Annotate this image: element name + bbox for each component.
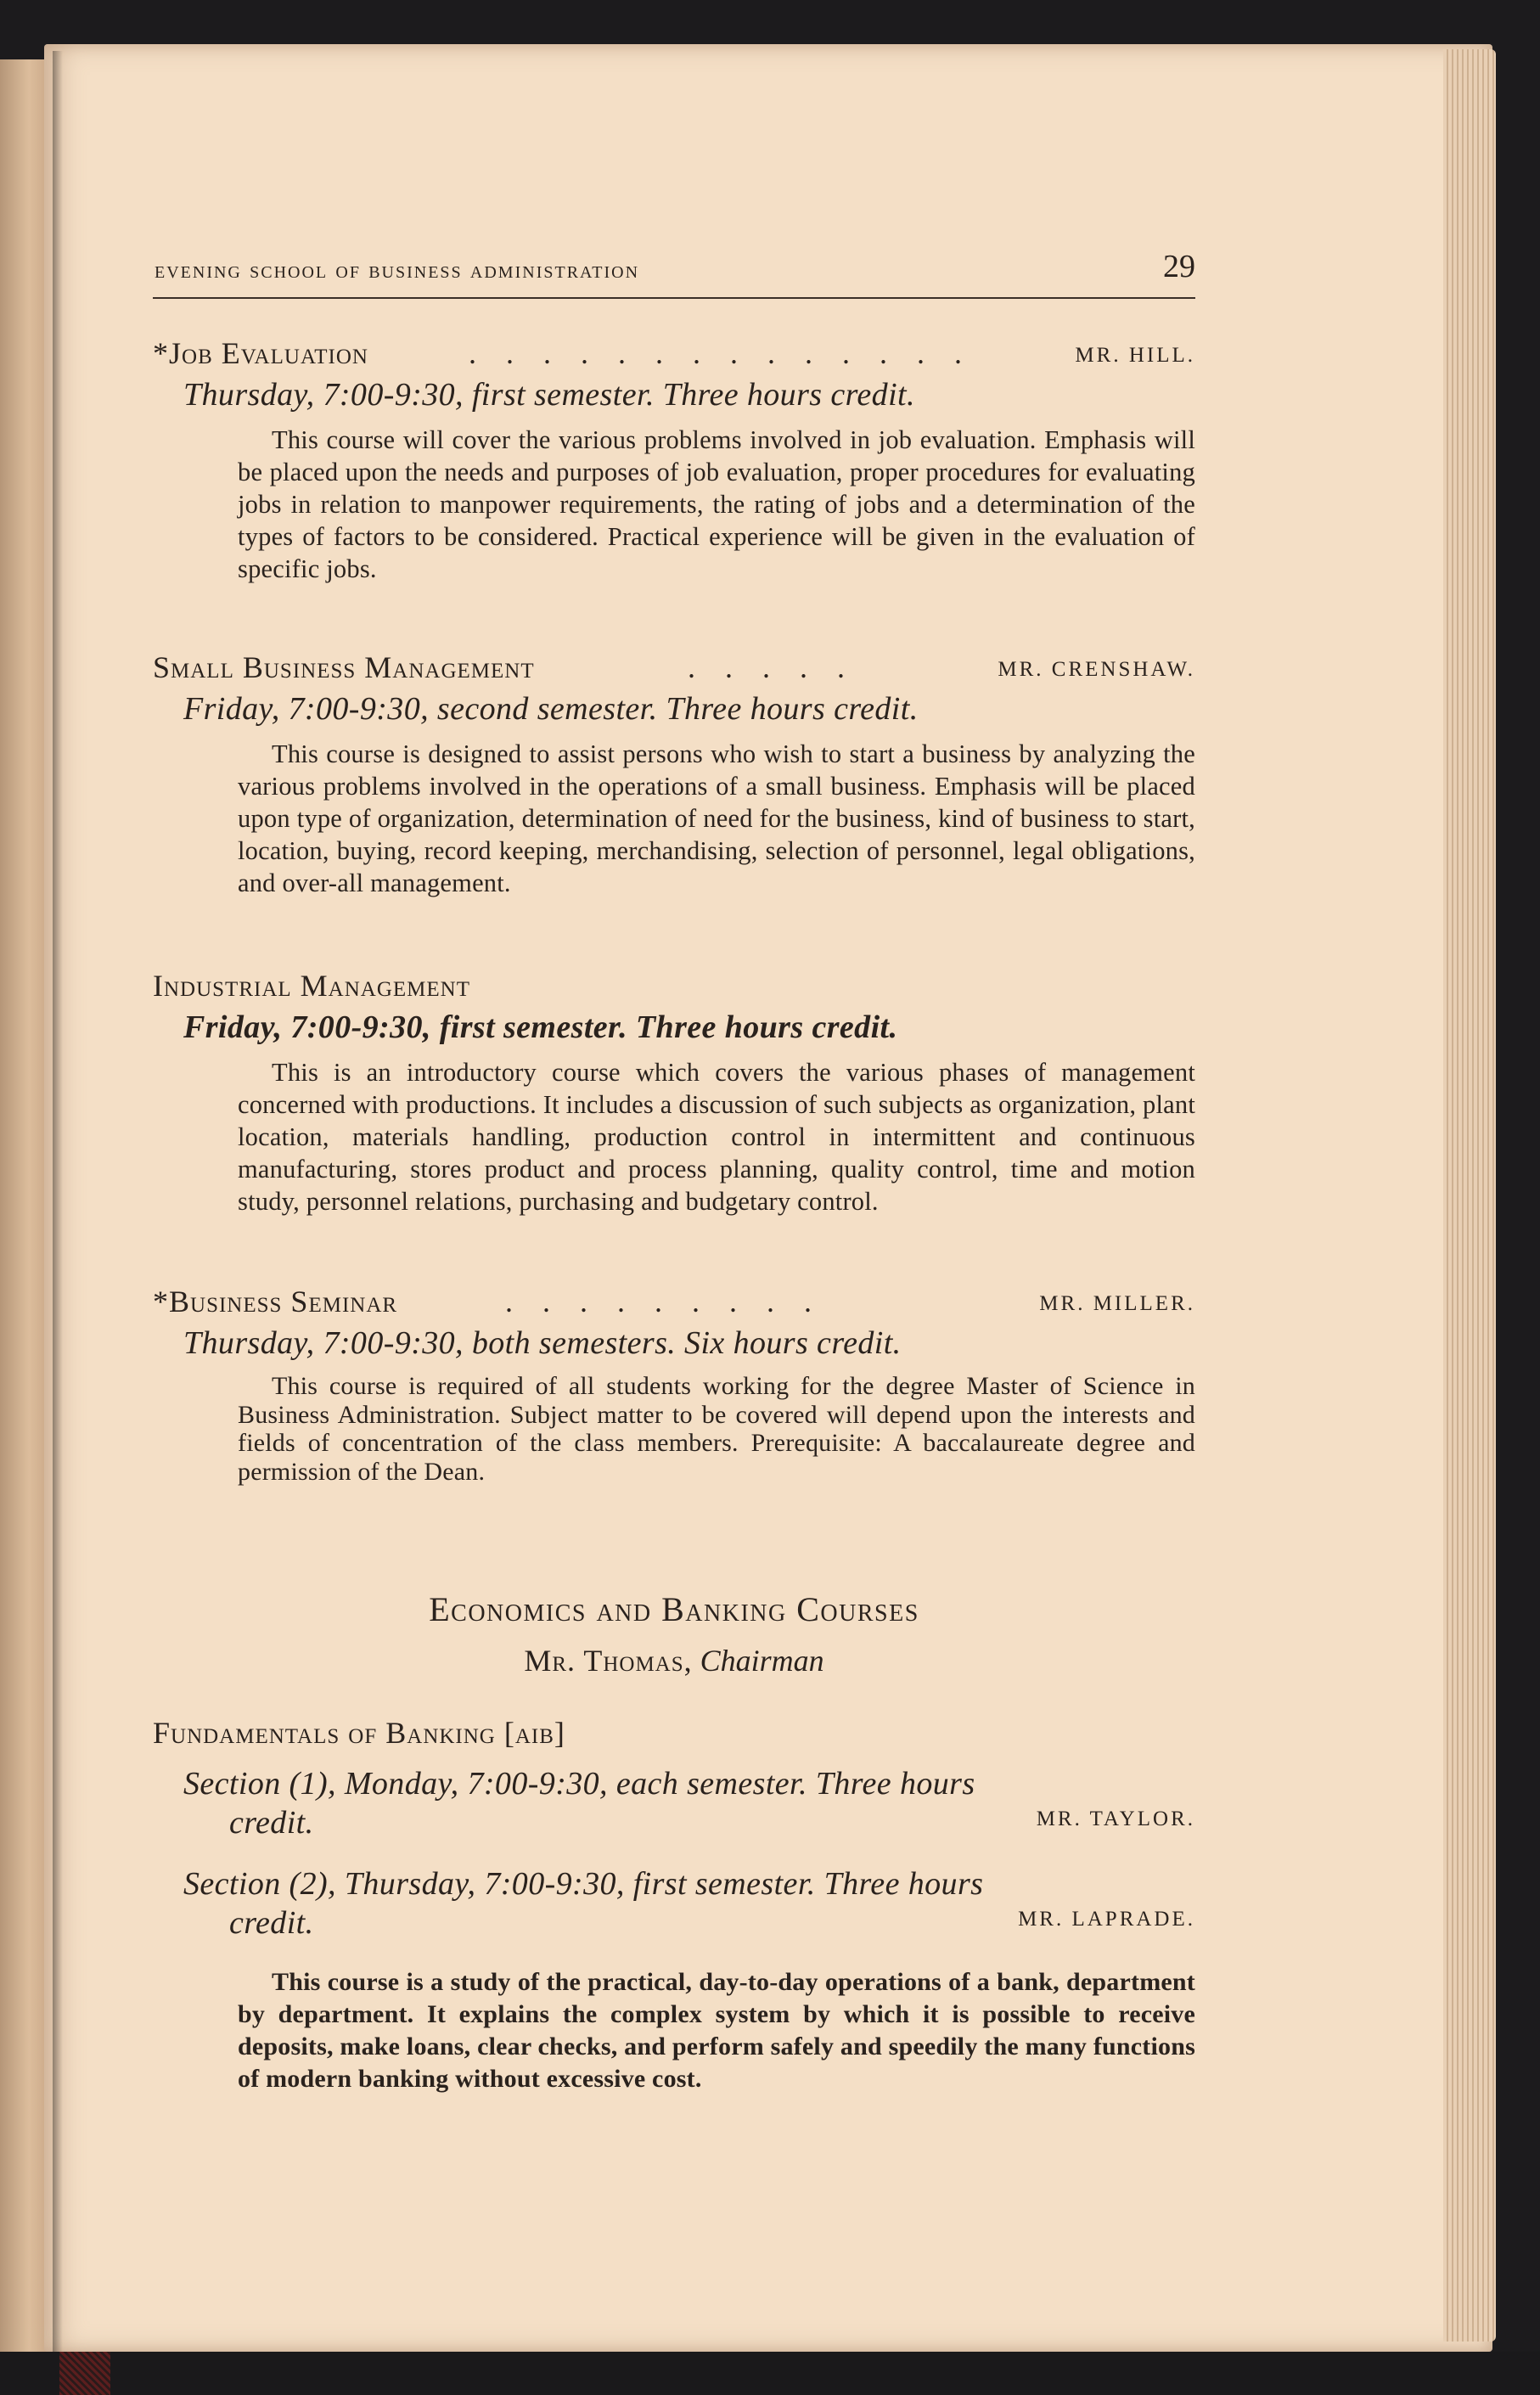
section-line: Section (1), Monday, 7:00-9:30, each semester. Three hours (183, 1766, 975, 1802)
section-line: Section (2), Thursday, 7:00-9:30, first semester. Three hours (183, 1866, 984, 1902)
course-heading (153, 1284, 1195, 1324)
bottom-strip (0, 2352, 1540, 2395)
course-description: This course is a study of the practical, day-to-day operations of a bank, department by department. It explains the complex system by which it is possible to receive deposits, make loans, clear checks, and perform safely and speedily the many functions of modern banking without excessive cost. (238, 1968, 1195, 2093)
course-fundamentals-of-banking (153, 1715, 1195, 2095)
course-title: Small Business Management (153, 650, 535, 684)
section-chairman (153, 1643, 1195, 1678)
course-heading (153, 1715, 1195, 1756)
course-schedule: Friday, 7:00-9:30, first semester. Three hours credit. (183, 1009, 898, 1045)
course-title: *Job Evaluation (153, 336, 368, 370)
section-instructor: MR. LAPRADE. (1018, 1908, 1195, 1931)
course-description: This course is required of all students working for the degree Master of Science in Business Administration. Subject matter to be covered will depend upon the interests and fields of concentration of the class members. Prerequisite: A baccalaureate degree and permission of the Dean. (238, 1372, 1195, 1486)
running-head (153, 246, 1195, 299)
banking-section-2 (183, 1864, 1195, 1942)
course-heading (153, 335, 1195, 376)
course-description: This is an introductory course which covers the various phases of management concerned with productions. It includes a discussion of such subjects as organization, plant location, materials handling, production control in intermittent and continuous manufacturing, stores product and process planning, quality control, time and motion study, personnel relations, purchasing and budgetary control. (238, 1058, 1195, 1216)
course-title: Industrial Management (153, 969, 470, 1003)
running-title: evening school of business administration (155, 256, 640, 284)
section-line-continued: credit. (229, 1905, 314, 1941)
section-line-continued: credit. (229, 1805, 314, 1841)
course-instructor: MR. CRENSHAW. (998, 658, 1195, 681)
leader-dots: . . . . . (688, 650, 856, 684)
course-job-evaluation (153, 335, 1195, 585)
bookmark-ribbon (59, 2352, 110, 2395)
page-edges (1443, 49, 1496, 2342)
course-schedule: Thursday, 7:00-9:30, first semester. Three hours credit. (183, 377, 915, 413)
course-title: *Business Seminar (153, 1285, 398, 1318)
course-instructor: MR. HILL. (1075, 344, 1195, 367)
leader-dots: . . . . . . . . . . . . . . (469, 336, 973, 370)
course-instructor: MR. MILLER. (1039, 1292, 1195, 1315)
section-heading: Economics and Banking Courses (429, 1590, 919, 1628)
course-description: This course will cover the various problems involved in job evaluation. Emphasis will be placed upon the needs and purposes of job evaluation, proper procedures for evaluating jobs in relation to manpower requirements, the rating of jobs and a determination of the types of factors to be considered. Practical experience will be given in the evaluation of specific jobs. (238, 425, 1195, 583)
course-heading (153, 649, 1195, 690)
course-business-seminar (153, 1284, 1195, 1486)
banking-section-1 (183, 1764, 1195, 1842)
spine-shadow (53, 51, 63, 2352)
course-description: This course is designed to assist persons who wish to start a business by analyzing the various problems involved in the operations of a small business. Emphasis will be placed upon type of organization, determination of need for the business, kind of business to start, location, buying, record keeping, merchandising, selection of personnel, legal obligations, and over-all management. (238, 739, 1195, 897)
course-heading (153, 968, 1195, 1009)
section-instructor: MR. TAYLOR. (1036, 1807, 1195, 1830)
course-industrial-management (153, 968, 1195, 1217)
page-number: 29 (1163, 249, 1195, 284)
course-schedule: Thursday, 7:00-9:30, both semesters. Six hours credit. (183, 1325, 902, 1361)
course-small-business-management (153, 649, 1195, 899)
chairman-name: Mr. Thomas, (524, 1644, 693, 1678)
leader-dots: . . . . . . . . . (505, 1285, 823, 1318)
chairman-role: Chairman (700, 1644, 824, 1678)
course-title: Fundamentals of Banking [aib] (153, 1716, 565, 1750)
course-schedule: Friday, 7:00-9:30, second semester. Three hours credit. (183, 691, 919, 727)
